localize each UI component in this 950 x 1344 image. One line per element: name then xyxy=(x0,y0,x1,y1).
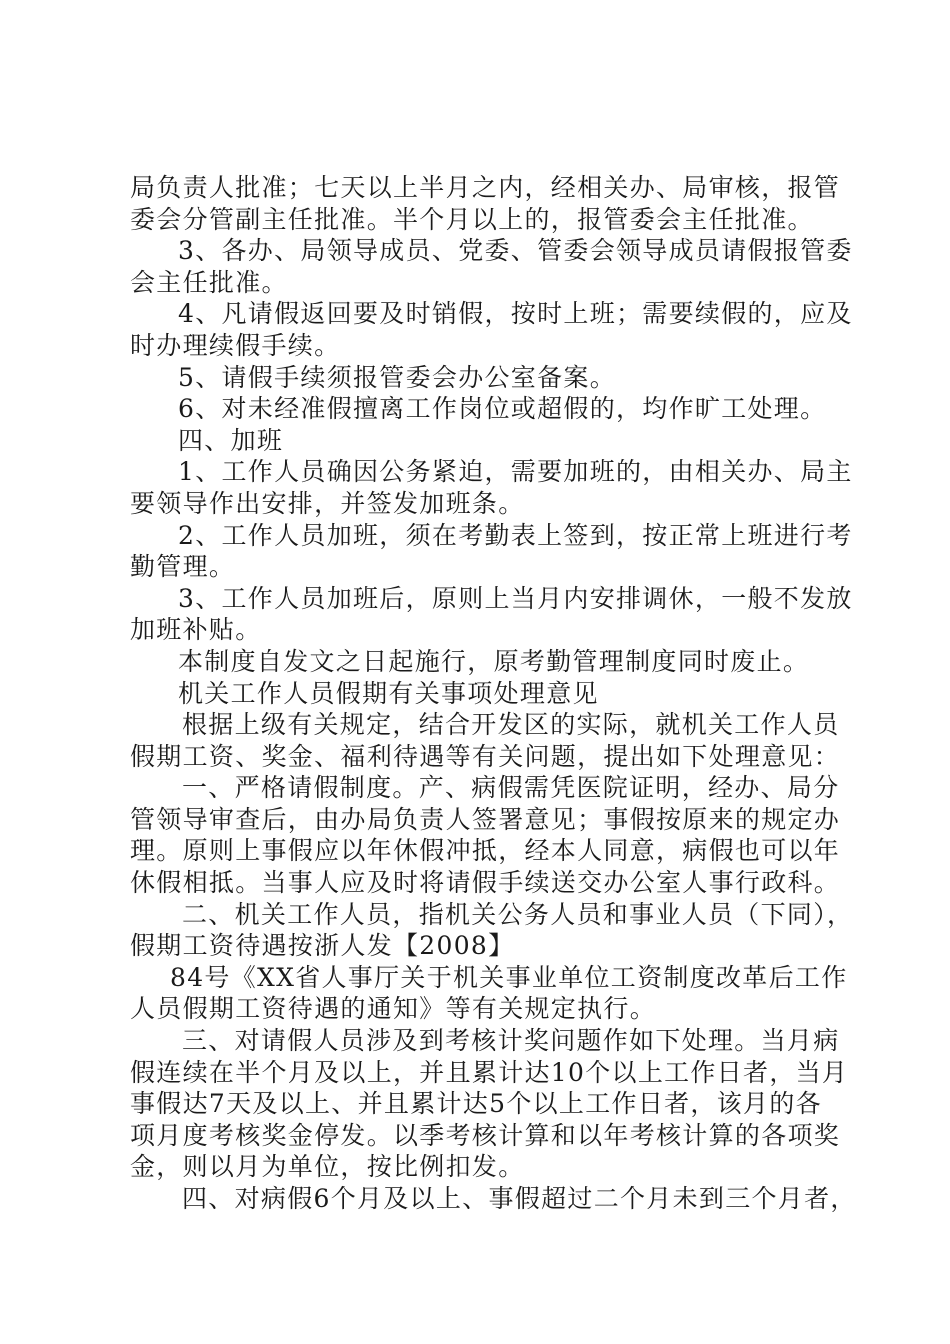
text-line: 人员假期工资待遇的通知》等有关规定执行。 xyxy=(130,994,657,1024)
text-line: 委会分管副主任批准。半个月以上的，报管委会主任批准。 xyxy=(130,204,814,234)
text-line: 根据上级有关规定，结合开发区的实际，就机关工作人员 xyxy=(182,710,840,740)
text-line: 局负责人批准；七天以上半月之内，经相关办、局审核，报管 xyxy=(130,173,841,202)
text-line: 加班补贴。 xyxy=(130,615,262,645)
text-line: 假连续在半个月及以上，并且累计达10个以上工作日者，当月 xyxy=(130,1057,849,1087)
text-line: 6、对未经准假擅离工作岗位或超假的，均作旷工处理。 xyxy=(178,394,827,424)
text-line: 一、严格请假制度。产、病假需凭医院证明，经办、局分 xyxy=(182,773,840,803)
document-body xyxy=(130,172,857,1215)
text-line: 假期工资、奖金、福利待遇等有关问题，提出如下处理意见： xyxy=(130,741,841,771)
text-line: 机关工作人员假期有关事项处理意见 xyxy=(178,678,599,708)
text-line: 84号《XX省人事厅关于机关事业单位工资制度改革后工作 xyxy=(170,962,848,992)
text-line: 会主任批准。 xyxy=(130,267,288,297)
text-line: 3、各办、局领导成员、党委、管委会领导成员请假报管委 xyxy=(178,236,853,266)
text-line: 时办理续假手续。 xyxy=(130,330,341,360)
text-line: 管领导审查后，由办局负责人签署意见；事假按原来的规定办 xyxy=(130,804,841,834)
text-line: 项月度考核奖金停发。以季考核计算和以年考核计算的各项奖 xyxy=(130,1120,841,1150)
text-line: 四、加班 xyxy=(178,425,284,455)
text-line: 休假相抵。当事人应及时将请假手续送交办公室人事行政科。 xyxy=(130,868,841,898)
text-line: 4、凡请假返回要及时销假，按时上班；需要续假的，应及 xyxy=(178,299,853,329)
text-line: 理。原则上事假应以年休假冲抵，经本人同意，病假也可以年 xyxy=(130,836,841,866)
text-line: 勤管理。 xyxy=(130,552,236,582)
text-line: 二、机关工作人员，指机关公务人员和事业人员（下同）， xyxy=(182,899,854,929)
text-line: 1、工作人员确因公务紧迫，需要加班的，由相关办、局主 xyxy=(178,457,853,487)
text-line: 假期工资待遇按浙人发【2008】 xyxy=(130,931,515,961)
text-line: 5、请假手续须报管委会办公室备案。 xyxy=(178,362,617,392)
text-line: 事假达7天及以上、并且累计达5个以上工作日者，该月的各 xyxy=(130,1089,822,1119)
text-line: 要领导作出安排，并签发加班条。 xyxy=(130,488,525,518)
text-line: 四、对病假6个月及以上、事假超过二个月未到三个月者， xyxy=(182,1184,857,1213)
text-line: 3、工作人员加班后，原则上当月内安排调休，一般不发放 xyxy=(178,583,853,613)
text-line: 三、对请假人员涉及到考核计奖问题作如下处理。当月病 xyxy=(182,1026,840,1056)
text-line: 金，则以月为单位，按比例扣发。 xyxy=(130,1152,525,1182)
text-line: 2、工作人员加班，须在考勤表上签到，按正常上班进行考 xyxy=(178,520,853,550)
text-line: 本制度自发文之日起施行，原考勤管理制度同时废止。 xyxy=(178,646,810,676)
